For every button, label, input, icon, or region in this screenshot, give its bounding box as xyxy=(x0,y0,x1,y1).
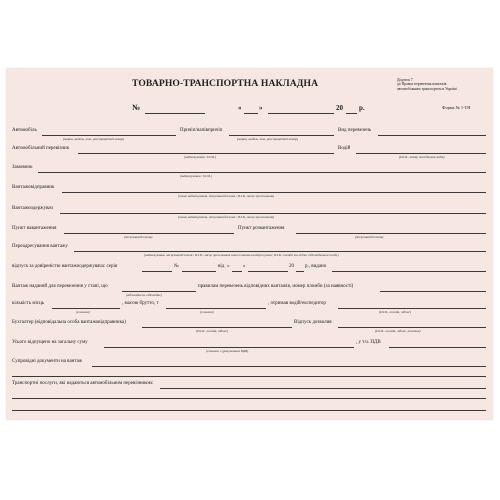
vat-label: , у т.ч. ПДВ xyxy=(356,340,381,345)
trailer-label: Причіп/напівпричіп xyxy=(180,128,223,133)
accountant-caption: (П.І.Б., посада, підпис) xyxy=(196,329,229,333)
poa-series-field[interactable] xyxy=(142,271,172,272)
poa-issued-field[interactable] xyxy=(332,271,486,272)
poa-year-field[interactable] xyxy=(296,271,304,272)
released-by-field[interactable] xyxy=(338,327,486,328)
automobile-caption: (марка, модель, тип, реєстраційний номер) xyxy=(63,137,125,141)
accompanying-docs-label: Супровідні документи на вантаж xyxy=(12,359,83,364)
driver-caption: (П.І.Б., номер посвідчення водія) xyxy=(399,155,445,159)
vat-field[interactable] xyxy=(389,347,486,348)
received-by-driver-field[interactable] xyxy=(338,308,486,309)
poa-quote-close: » xyxy=(243,264,246,269)
poa-month-field[interactable] xyxy=(248,271,288,272)
power-of-attorney-label: відпуск за довіреністю вантажоодержувача: серія xyxy=(12,264,118,269)
accountant-field[interactable] xyxy=(142,327,292,328)
gross-mass-label: , масою брутто, т xyxy=(122,301,159,306)
automobile-label: Автомобіль xyxy=(12,128,37,133)
places-count-label: кількість місць xyxy=(12,301,45,306)
shipper-field[interactable] xyxy=(62,192,486,193)
transport-services-field[interactable] xyxy=(160,388,486,389)
date-close-quote: » xyxy=(259,104,263,112)
driver-field[interactable] xyxy=(356,153,486,154)
carrier-caption: (найменування / П.І.Б.) xyxy=(184,155,217,159)
loading-point-caption: (місцезнаходження) xyxy=(124,235,153,239)
trailer-caption: (марка, модель, тип, реєстраційний номер) xyxy=(237,137,299,141)
carrier-label: Автомобільний перевізник xyxy=(12,146,70,151)
accompanying-docs-extra-line[interactable] xyxy=(12,376,486,377)
total-amount-label: Усього відпущено на загальну суму xyxy=(12,340,88,345)
automobile-field[interactable] xyxy=(42,135,176,136)
waybill-form-sheet xyxy=(6,68,493,420)
carrier-field[interactable] xyxy=(78,153,334,154)
transport-type-label: Вид перевезень xyxy=(338,128,372,133)
received-by-driver-label: , отримав водій/експедитор xyxy=(268,301,326,306)
cargo-condition-label: Вантаж наданий для перевезення у стані, що xyxy=(12,284,108,289)
header-note xyxy=(397,78,457,91)
transport-services-extra-line[interactable] xyxy=(12,398,486,399)
date-year-field[interactable] xyxy=(346,113,357,114)
poa-number-sign: № xyxy=(174,264,179,269)
transport-services-label: Транспортні послуги, які надаються автомобільним перевізником: xyxy=(12,381,154,386)
header-note-line: до Правил перевезень вантажів xyxy=(397,82,447,87)
trailer-field[interactable] xyxy=(229,135,334,136)
customer-label: Замовник xyxy=(12,165,33,170)
readdressing-field[interactable] xyxy=(74,251,486,252)
readdressing-label: Переадресування вантажу xyxy=(12,244,68,249)
waybill-number-field[interactable] xyxy=(145,113,205,114)
customer-field[interactable] xyxy=(38,172,486,173)
shipper-caption: (повне найменування, місцезнаходження / П.І.Б., місце проживання) xyxy=(178,194,275,198)
loading-point-field[interactable] xyxy=(64,233,234,234)
driver-label: Водій xyxy=(338,146,351,151)
poa-from-label: від xyxy=(218,264,225,269)
form-title: ТОВАРНО-ТРАНСПОРТНА НАКЛАДНА xyxy=(132,78,319,89)
gross-mass-caption: (словами) xyxy=(200,310,214,314)
transport-services-extra-line[interactable] xyxy=(12,410,486,411)
unloading-point-caption: (місцезнаходження) xyxy=(355,235,384,239)
gross-mass-field[interactable] xyxy=(166,308,266,309)
poa-day-field[interactable] xyxy=(232,271,242,272)
cargo-condition-field[interactable] xyxy=(122,291,196,292)
cargo-condition-caption: (відповідає/не відповідає) xyxy=(126,293,162,297)
date-open-quote: « xyxy=(238,104,242,112)
poa-number-field[interactable] xyxy=(182,271,216,272)
header-note-line: Додаток 7 xyxy=(397,78,413,82)
transport-type-field[interactable] xyxy=(378,135,486,136)
released-caption: (П.І.Б., посада, підпис, печатка) xyxy=(375,329,421,333)
number-sign: № xyxy=(132,103,141,112)
poa-issued-label: р., видано xyxy=(305,264,327,269)
shipper-label: Вантажовідправник xyxy=(12,185,55,190)
loading-point-label: Пункт навантаження xyxy=(12,226,57,231)
unloading-point-label: Пункт розвантаження xyxy=(238,226,285,231)
total-amount-caption: (словами, з урахуванням ПДВ) xyxy=(206,349,249,353)
unloading-point-field[interactable] xyxy=(296,233,486,234)
poa-quote-open: « xyxy=(227,264,230,269)
date-month-field[interactable] xyxy=(268,113,334,114)
cargo-rules-label: правилам перевезень відповідних вантажів, номер пломби (за наявності) xyxy=(198,284,354,289)
received-caption: (П.І.Б., посада, підпис) xyxy=(379,310,412,314)
total-amount-field[interactable] xyxy=(104,347,354,348)
form-number: Форма № 1-ТН xyxy=(442,105,471,110)
consignee-field[interactable] xyxy=(60,213,486,214)
seal-number-field[interactable] xyxy=(380,291,486,292)
consignee-caption: (повне найменування, місцезнаходження / П.І.Б., місце проживання) xyxy=(178,215,275,219)
readdressing-caption: (найменування, місцезнаходження / П.І.Б., місце проживання нового вантажоодержувача; П.І.Б., посада та підпис відповідальної особи) xyxy=(144,253,339,257)
consignee-label: Вантажоодержувач xyxy=(12,206,53,211)
accountant-label: Бухгалтер (відповідальна особа вантажовідправника) xyxy=(12,320,126,325)
released-by-label: Відпуск дозволив xyxy=(294,320,332,325)
poa-year-prefix: 20 xyxy=(289,264,294,269)
accompanying-docs-field[interactable] xyxy=(92,366,486,367)
places-count-field[interactable] xyxy=(52,308,120,309)
date-year-prefix: 20 xyxy=(336,104,343,112)
date-year-suffix: р. xyxy=(359,104,365,112)
date-day-field[interactable] xyxy=(244,113,258,114)
places-count-caption: (словами) xyxy=(76,310,90,314)
customer-caption: (найменування / П.І.Б.) xyxy=(180,174,213,178)
header-note-line: автомобільним транспортом в Україні xyxy=(397,86,457,91)
